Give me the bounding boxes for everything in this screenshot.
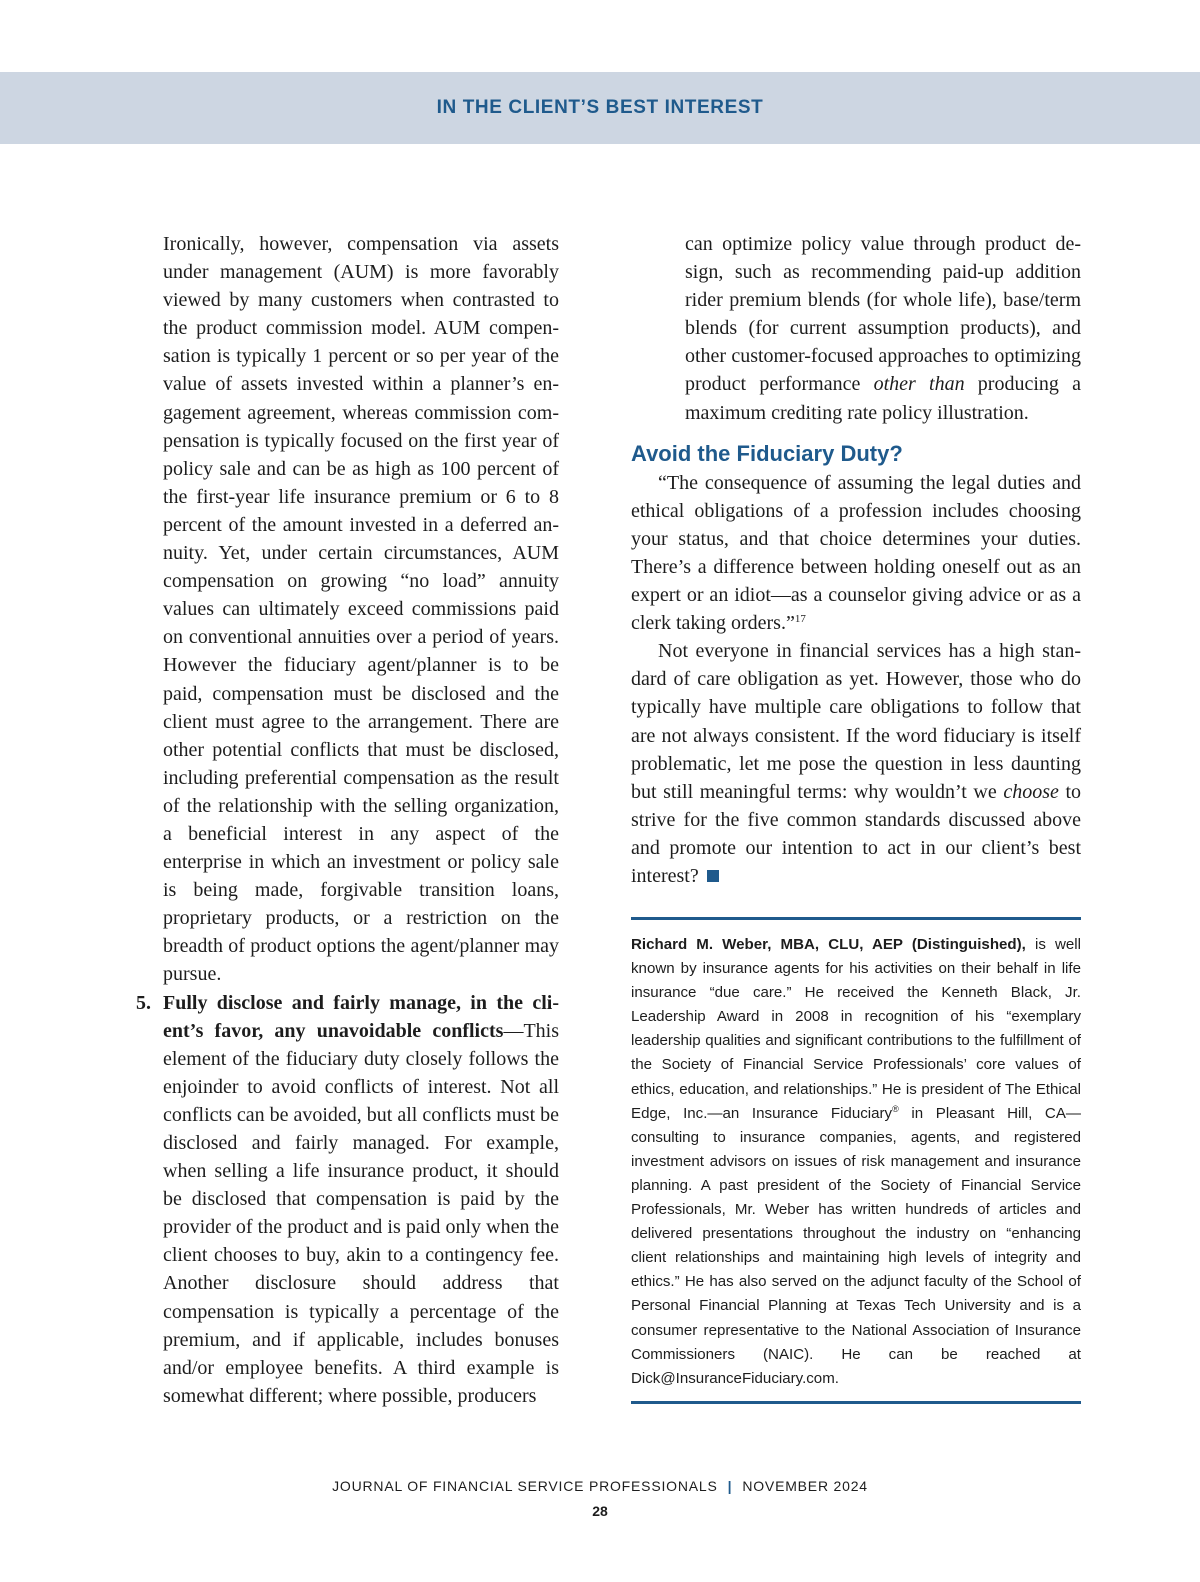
footer-date: NOVEMBER 2024 [742,1478,868,1494]
registered-mark: ® [892,1103,899,1114]
continued-text-before: can optimize policy value through product design, such as recommending paid-up addition rider premium blends (for whole life), base/term blends (for current assumption products), and other customer-focused approaches to optimizing product performance [685,233,1081,396]
running-header-band [0,72,1200,144]
closing-paragraph [631,637,1081,890]
footer-journal-name: JOURNAL OF FINANCIAL SERVICE PROFESSIONALS [332,1478,718,1494]
closing-text-after: to strive for the five common standards discussed above and promote our intention to act in our client’s best interest? [631,780,1081,887]
body-paragraph: Ironically, however, compensation via assets under management (AUM) is more favorably viewed by many customers when contrasted to the product commission model. AUM compensation is typically 1 percent or so per year of the value of assets invested within a planner’s engagement agreement, whereas commission compensation is typically focused on the first year of policy sale and can be as high as 100 percent of the first-year life insurance premium or 6 to 8 percent of the amount invested in a deferred annuity. Yet, under certain circumstances, AUM compensation on growing “no load” annuity values can ultimately exceed commissions paid on conventional annuities over a period of years. However the fiduciary agent/planner is to be paid, compensation must be disclosed and the client must agree to the arrangement. There are other potential conflicts that must be disclosed, including preferential compensation as the result of the relationship with the selling organization, a beneficial interest in any aspect of the enterprise in which an investment or policy sale is being made, forgivable transition loans, proprietary products, or a restriction on the breadth of product options the agent/planner may pursue. [163,233,559,986]
page-footer [0,1478,1200,1494]
closing-text-italic: choose [1003,780,1059,803]
running-header-title: IN THE CLIENT’S BEST INTEREST [436,97,764,118]
list-item-5 [136,989,559,1410]
bio-text-part1: is well known by insurance agents for his activities on their behalf in life insurance “due care.” He received the Kenneth Black, Jr. Leadership Award in 2008 in recognition of his “exemplary leadership qualities and significant contributions to the fulfillment of the Society of Financial Service Professionals’ core values of ethics, education, and relationships.” He is president of The Ethical Edge, Inc.—an Insurance Fiduciary [631,936,1081,1122]
continued-text-italic: other than [873,373,965,396]
list-item-bold-lead: Fully disclose and fairly manage, in the client’s favor, any unavoidable conflicts [163,991,559,1042]
list-number: 5. [136,991,151,1014]
left-column [136,230,559,1410]
footnote-marker: 17 [794,613,806,626]
list-item-text: —This element of the fiduciary duty closely follows the enjoinder to avoid conflicts of interest. Not all conflicts can be avoided, but all conflicts must be disclosed and fairly managed. For example, when selling a life insurance product, it should be disclosed that compensation is paid by the provider of the product and is paid only when the client chooses to buy, akin to a contingency fee. Another disclosure should address that compensation is typically a percentage of the premium, and if applicable, includes bonuses and/or employee benefits. A third example is somewhat different; where possible, producers [163,1019,559,1407]
author-name: Richard M. Weber, MBA, CLU, AEP (Distinguished), [631,936,1026,953]
right-column [631,230,1081,890]
bio-text-part2: in Pleasant Hill, CA—consulting to insurance companies, agents, and registered investment advisors on issues of risk management and insurance planning. A past president of the Society of Financial Service Professionals, Mr. Weber has written hundreds of articles and delivered presentations throughout the industry on “enhancing client relationships and maintaining high levels of integrity and ethics.” He has also served on the adjunct faculty of the School of Personal Financial Planning at Texas Tech University and is a consumer representative to the National Association of Insurance Commissioners (NAIC). He can be reached at Dick@InsuranceFiduciary.com. [631,1104,1081,1387]
continued-paragraph [685,230,1081,427]
quote-paragraph [631,469,1081,638]
footer-separator: | [727,1478,733,1494]
end-of-article-square-icon [707,870,719,882]
section-heading: Avoid the Fiduciary Duty? [631,440,903,466]
page-number: 28 [592,1503,608,1519]
author-bio [631,933,1081,1391]
continued-text-after: producing a maximum crediting rate policy illustration. [685,373,1081,424]
bio-bottom-rule [631,1401,1081,1404]
closing-text-before: Not everyone in financial services has a high standard of care obligation as yet. However, those who do typically have multiple care obligations to follow that are not always consistent. If the word fiduciary is itself problematic, let me pose the question in less daunting but still meaningful terms: why wouldn’t we [631,640,1081,803]
quote-text: “The consequence of assuming the legal duties and ethical obligations of a profession includes choosing your status, and that choice determines your duties. There’s a difference between holding oneself out as an expert or an idiot—as a counselor giving advice or as a clerk taking orders.” [631,471,1081,635]
bio-top-rule [631,917,1081,920]
